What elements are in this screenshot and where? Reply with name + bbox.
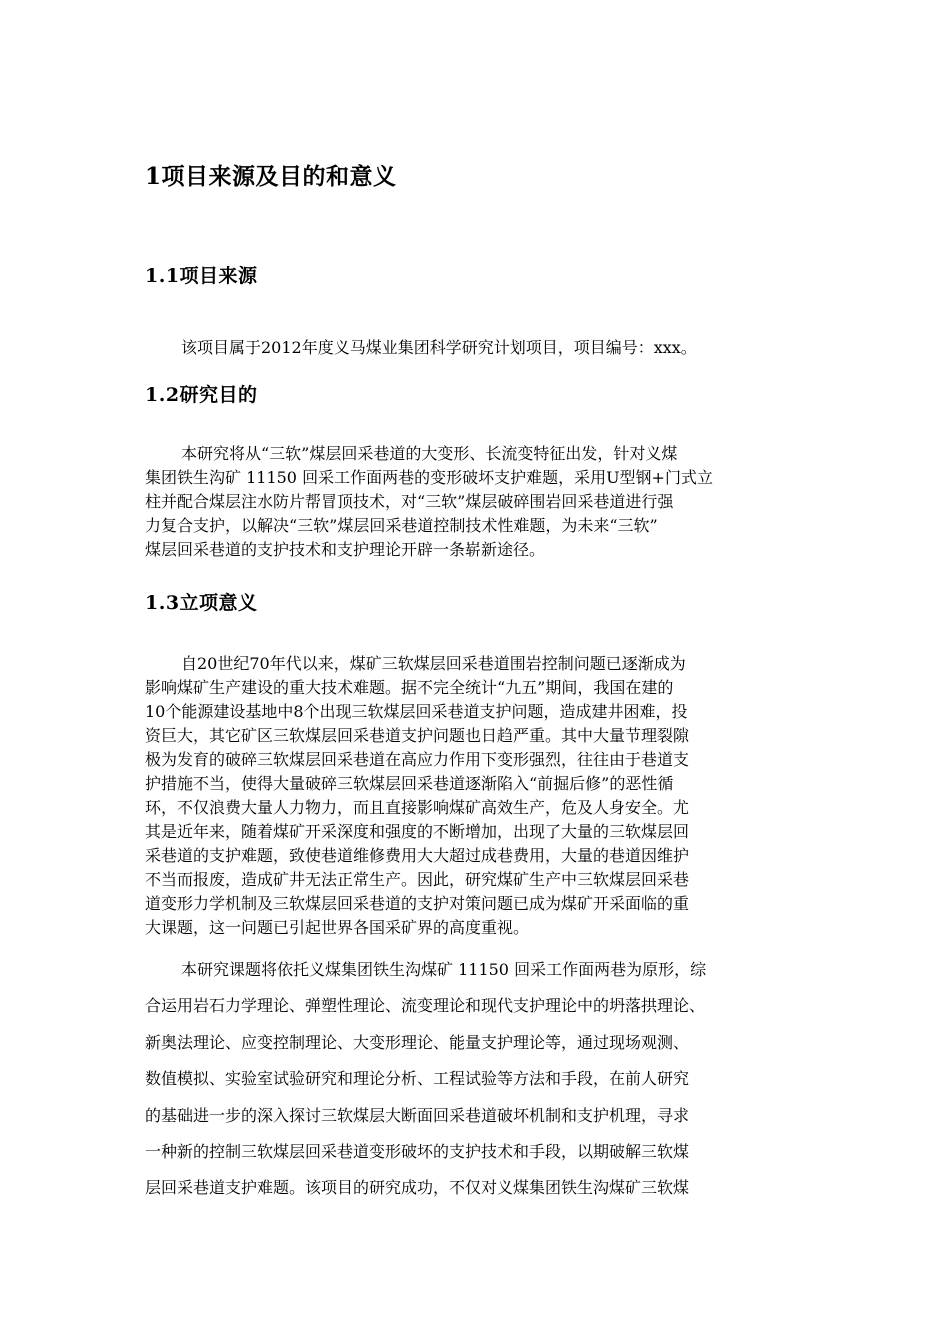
text-line: 一种新的控制三软煤层回采巷道变形破坏的支护技术和手段，以期破解三软煤 <box>145 1141 690 1161</box>
text-line: 的基础进一步的深入探讨三软煤层大断面回采巷道破坏机制和支护机理，寻求 <box>145 1105 690 1125</box>
text-line: 资巨大，其它矿区三软煤层回采巷道支护问题也日趋严重。其中大量节理裂隙 <box>145 726 690 745</box>
text-line: 道变形力学机制及三软煤层回采巷道的支护对策问题已成为煤矿开采面临的重 <box>145 894 690 913</box>
chapter-heading: 1项目来源及目的和意义 <box>145 163 397 190</box>
section-heading-purpose: 1.2研究目的 <box>145 384 258 406</box>
text-line: 10个能源建设基地中8个出现三软煤层回采巷道支护问题，造成建井困难，投 <box>145 702 688 721</box>
text-line: 自20世纪70年代以来，煤矿三软煤层回采巷道围岩控制问题已逐渐成为 <box>181 654 686 673</box>
paragraph-significance-1 <box>145 652 805 940</box>
text-line: 煤层回采巷道的支护技术和支护理论开辟一条崭新途径。 <box>145 540 546 559</box>
text-line: 本研究课题将依托义煤集团铁生沟煤矿 11150 回采工作面两巷为原形，综 <box>181 960 707 979</box>
section-heading-significance: 1.3立项意义 <box>145 592 258 614</box>
paragraph-purpose <box>145 442 805 562</box>
paragraph-significance-2 <box>145 952 805 1207</box>
text-line: 层回采巷道支护难题。该项目的研究成功，不仅对义煤集团铁生沟煤矿三软煤 <box>145 1178 690 1198</box>
paragraph-source <box>145 336 805 360</box>
text-line: 本研究将从“三软”煤层回采巷道的大变形、长流变特征出发，针对义煤 <box>181 444 678 463</box>
text-line: 力复合支护，以解决“三软”煤层回采巷道控制技术性难题，为未来“三软” <box>145 516 658 535</box>
text-line: 其是近年来，随着煤矿开采深度和强度的不断增加，出现了大量的三软煤层回 <box>145 822 690 841</box>
text-line: 极为发育的破碎三软煤层回采巷道在高应力作用下变形强烈，往往由于巷道支 <box>145 750 690 769</box>
text-line: 合运用岩石力学理论、弹塑性理论、流变理论和现代支护理论中的坍落拱理论、 <box>145 996 706 1016</box>
text-line: 大课题，这一问题已引起世界各国采矿界的高度重视。 <box>145 918 530 937</box>
text-line: 该项目属于2012年度义马煤业集团科学研究计划项目，项目编号：xxx。 <box>181 338 697 357</box>
text-line: 环，不仅浪费大量人力物力，而且直接影响煤矿高效生产，危及人身安全。尤 <box>145 798 690 817</box>
section-heading-source: 1.1项目来源 <box>145 265 258 287</box>
text-line: 不当而报废，造成矿井无法正常生产。因此，研究煤矿生产中三软煤层回采巷 <box>145 870 690 889</box>
text-line: 柱并配合煤层注水防片帮冒顶技术，对“三软”煤层破碎围岩回采巷道进行强 <box>145 492 674 511</box>
text-line: 集团铁生沟矿 11150 回采工作面两巷的变形破坏支护难题，采用U型钢+门式立 <box>145 468 713 487</box>
text-line: 采巷道的支护难题，致使巷道维修费用大大超过成巷费用，大量的巷道因维护 <box>145 846 690 865</box>
text-line: 新奥法理论、应变控制理论、大变形理论、能量支护理论等，通过现场观测、 <box>145 1032 690 1052</box>
text-line: 护措施不当，使得大量破碎三软煤层回采巷道逐渐陷入“前掘后修”的恶性循 <box>145 774 674 793</box>
text-line: 数值模拟、实验室试验研究和理论分析、工程试验等方法和手段，在前人研究 <box>145 1069 690 1089</box>
text-line: 影响煤矿生产建设的重大技术难题。据不完全统计“九五”期间，我国在建的 <box>145 678 674 697</box>
